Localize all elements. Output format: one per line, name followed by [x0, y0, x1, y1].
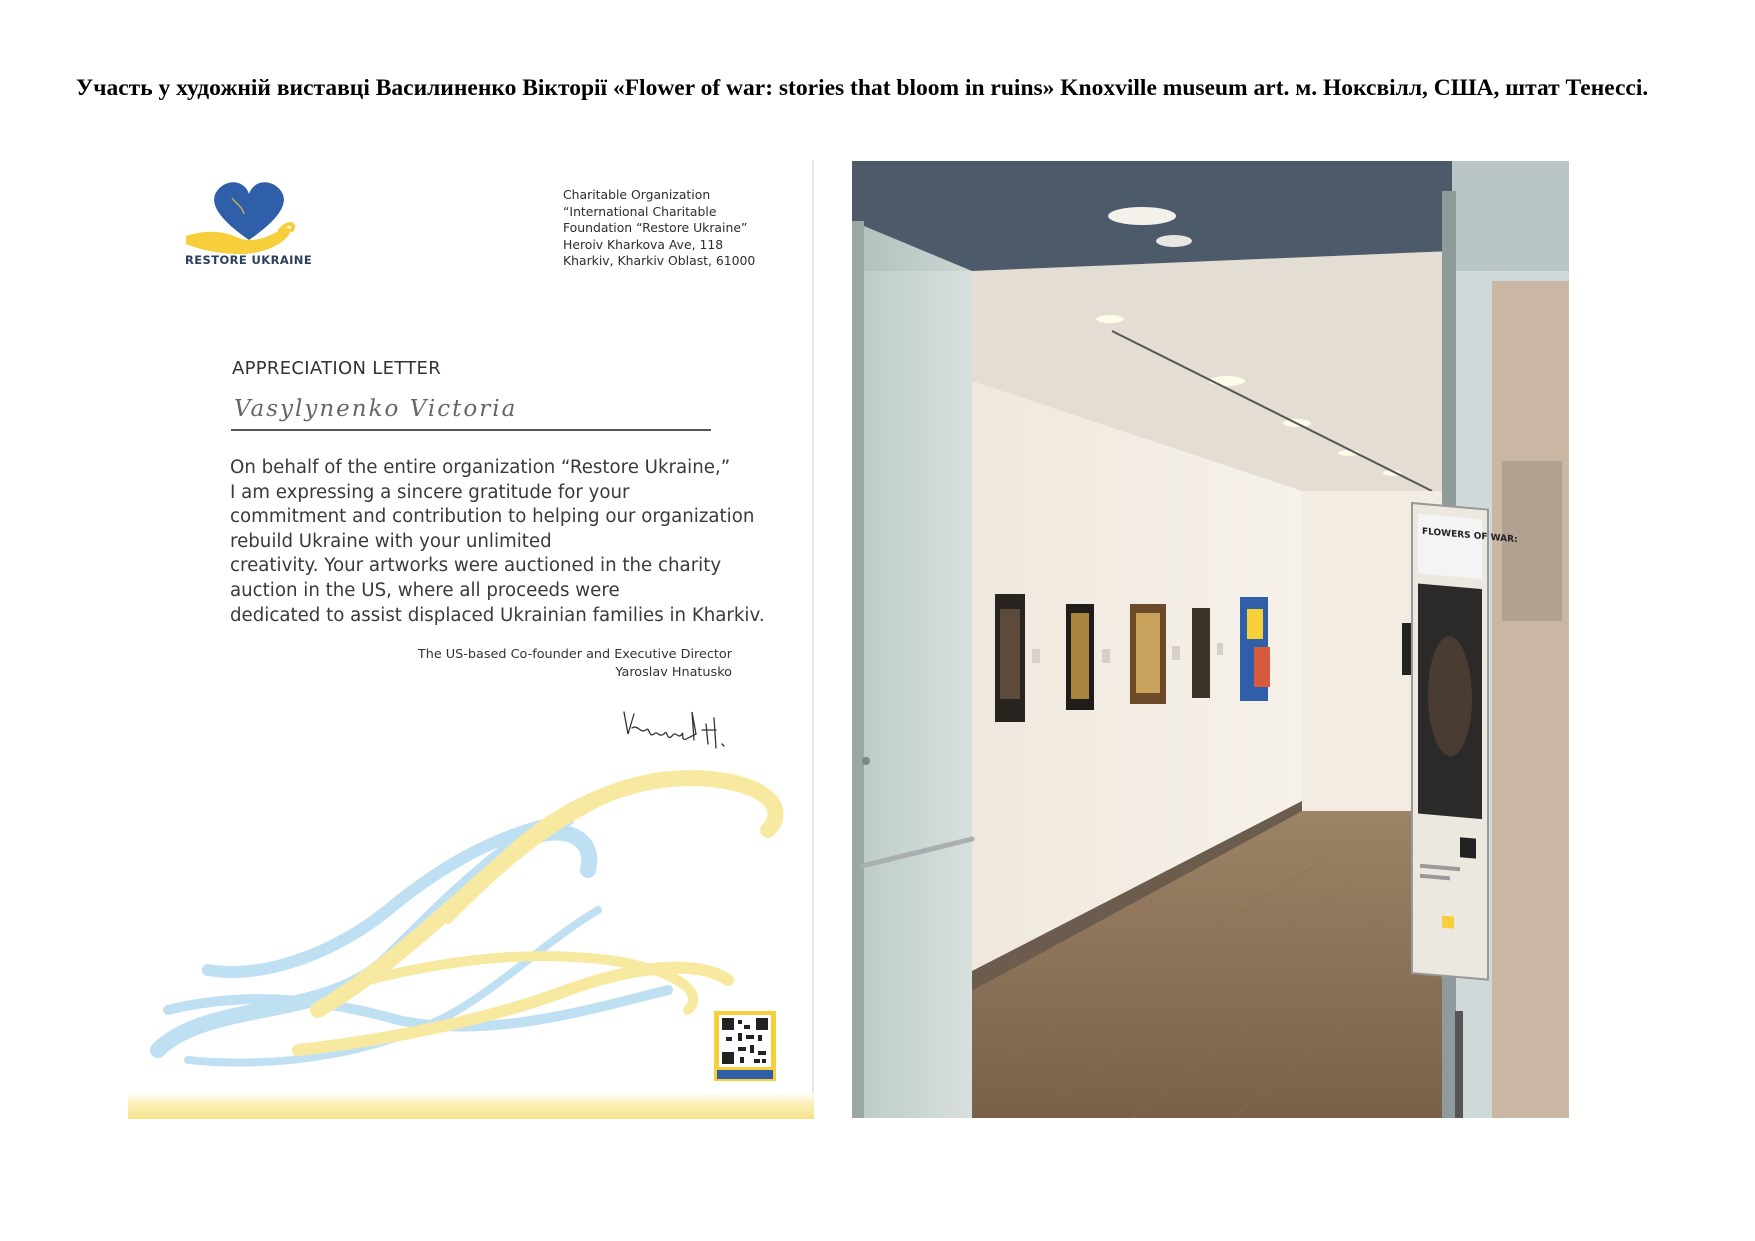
gallery-exhibition-photo: [852, 161, 1569, 1118]
body-line: dedicated to assist displaced Ukrainian families in Kharkiv.: [230, 604, 765, 626]
recipient-underline: [231, 429, 711, 431]
body-line: I am expressing a sincere gratitude for your: [230, 481, 630, 503]
decorative-ribbon-swirl: [128, 760, 814, 1090]
appreciation-letter-image: [128, 160, 814, 1119]
address-line: Heroiv Kharkova Ave, 118: [563, 236, 724, 252]
address-line: “International Charitable: [563, 203, 717, 219]
restore-ukraine-logo: [184, 178, 314, 288]
poster-title: FLOWERS OF WAR:: [1422, 526, 1518, 546]
letter-bottom-band: [128, 1093, 814, 1119]
organization-address: [563, 187, 755, 270]
body-line: commitment and contribution to helping our organization: [230, 506, 755, 528]
body-line: auction in the US, where all proceeds were: [230, 579, 620, 601]
document-caption: Участь у художній виставці Василиненко Вікторії «Flower of war: stories that bloom in ruins» Knoxville museum art. м. Ноксвілл, США, штат Тенессі.: [76, 75, 1649, 101]
letter-body: [230, 456, 790, 628]
signatory-block: [378, 646, 732, 681]
address-line: Charitable Organization: [563, 187, 711, 202]
qr-code-image: [714, 1011, 776, 1081]
signatory-role: The US-based Co-founder and Executive Director: [417, 647, 732, 662]
body-line: rebuild Ukraine with your unlimited: [230, 530, 552, 552]
signatory-name: Yaroslav Hnatusko: [615, 664, 732, 680]
body-line: On behalf of the entire organization “Restore Ukraine,”: [230, 457, 731, 478]
address-line: Kharkiv, Kharkiv Oblast, 61000: [563, 253, 756, 268]
address-line: Foundation “Restore Ukraine”: [563, 220, 748, 235]
body-line: creativity. Your artworks were auctioned in the charity: [230, 555, 722, 577]
letter-title: APPRECIATION LETTER: [232, 358, 442, 379]
gallery-scene: [852, 161, 1569, 1118]
handwritten-signature: [618, 704, 738, 764]
recipient-name-handwritten: Vasylynenko Victoria: [234, 396, 518, 422]
logo-wordmark: RESTORE UKRAINE: [185, 253, 313, 267]
